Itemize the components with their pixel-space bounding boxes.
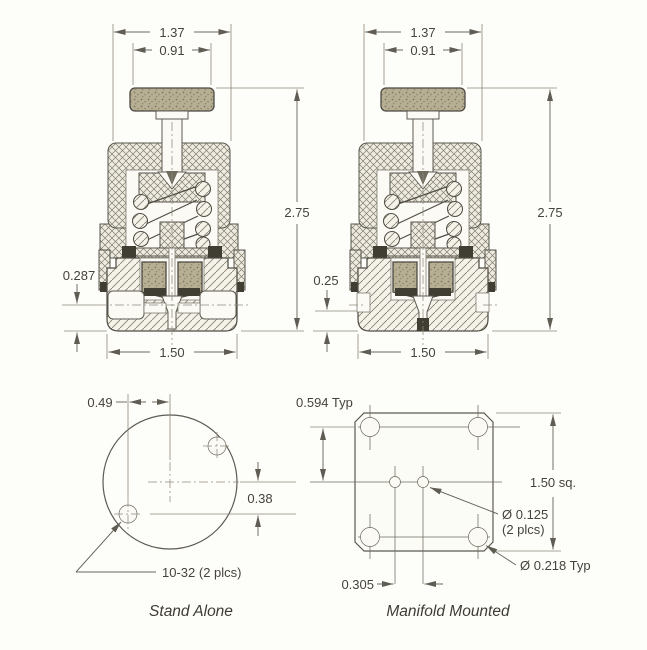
port-channel-right bbox=[178, 303, 200, 313]
small-hole bbox=[418, 477, 429, 488]
dim-height: 2.75 bbox=[284, 205, 310, 220]
dim-base-width: 1.50 bbox=[159, 345, 185, 360]
dim-width-knob: 0.91 bbox=[159, 43, 185, 58]
dim-base-width: 1.50 bbox=[410, 345, 436, 360]
dim-plate-size: 1.50 sq. bbox=[529, 475, 577, 490]
dim-width-outer: 1.37 bbox=[410, 25, 436, 40]
dim-small-hole-spacing: 0.305 bbox=[341, 577, 374, 592]
step-notch-left bbox=[357, 293, 370, 312]
dim-width-outer: 1.37 bbox=[159, 25, 185, 40]
caption-stand-alone: Stand Alone bbox=[149, 603, 233, 620]
dim-hole-offset-y: 0.38 bbox=[247, 491, 273, 506]
corner-hole bbox=[361, 418, 380, 437]
dim-port-height: 0.287 bbox=[62, 268, 96, 283]
dim-height: 2.75 bbox=[537, 205, 563, 220]
small-hole bbox=[390, 477, 401, 488]
dim-corner-hole-offset: 0.594 Typ bbox=[296, 395, 353, 410]
dim-hole-offset-x: 0.49 bbox=[87, 395, 113, 410]
port-channel-left bbox=[144, 303, 166, 313]
corner-hole bbox=[361, 528, 380, 547]
dim-small-hole-qty: (2 plcs) bbox=[502, 522, 545, 537]
dim-small-hole-dia: Ø 0.125 bbox=[502, 507, 549, 522]
dim-width-knob: 0.91 bbox=[410, 43, 436, 58]
caption-manifold-mounted: Manifold Mounted bbox=[386, 603, 510, 620]
thread-note: 10-32 (2 plcs) bbox=[162, 565, 242, 580]
corner-hole bbox=[469, 528, 488, 547]
corner-hole bbox=[469, 418, 488, 437]
dim-corner-hole-dia: Ø 0.218 Typ bbox=[520, 558, 591, 573]
dim-step-height: 0.25 bbox=[313, 273, 339, 288]
step-notch-right bbox=[476, 293, 489, 312]
